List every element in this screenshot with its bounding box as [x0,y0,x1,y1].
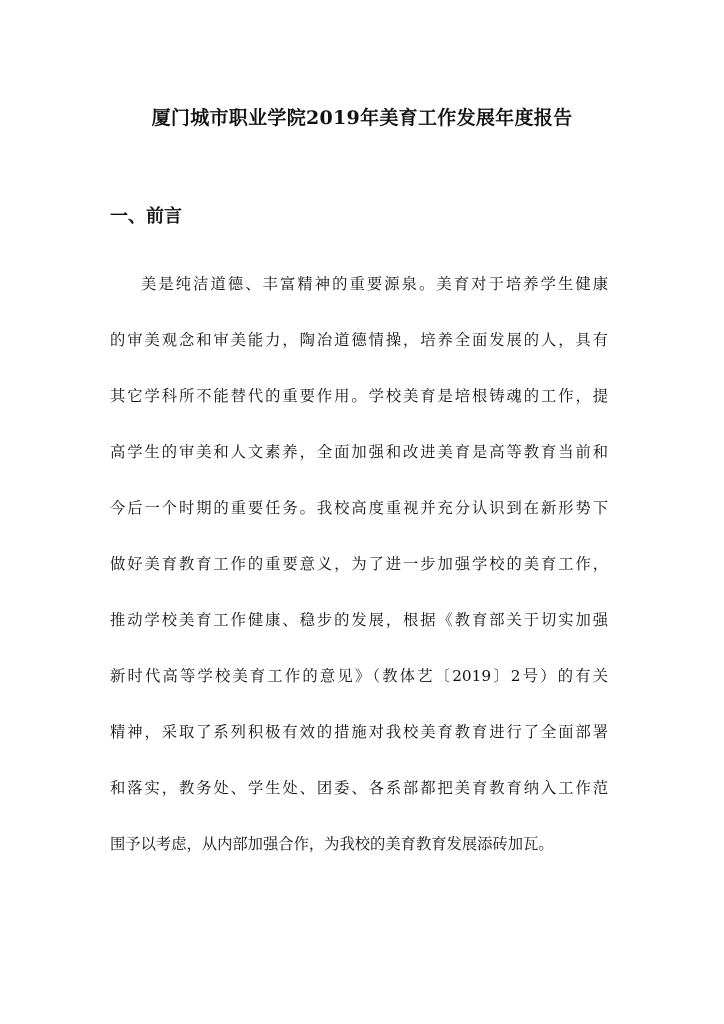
section-heading-preface: 一、前言 [110,206,182,227]
paragraph-line: 推动学校美育工作健康、稳步的发展，根据《教育部关于切实加强 [110,611,608,629]
paragraph-line: 美是纯洁道德、丰富精神的重要源泉。美育对于培养学生健康 [141,275,608,293]
paragraph-line: 今后一个时期的重要任务。我校高度重视并充分认识到在新形势下 [110,499,608,517]
paragraph-line: 做好美育教育工作的重要意义，为了进一步加强学校的美育工作， [110,555,608,573]
paragraph-line: 新时代高等学校美育工作的意见》（教体艺〔2019〕2号）的有关 [110,667,608,685]
paragraph-line: 高学生的审美和人文素养，全面加强和改进美育是高等教育当前和 [110,443,608,461]
document-title: 厦门城市职业学院2019年美育工作发展年度报告 [151,107,573,129]
paragraph-line: 精神，采取了系列积极有效的措施对我校美育教育进行了全面部署 [110,723,608,741]
paragraph-line: 和落实，教务处、学生处、团委、各系部都把美育教育纳入工作范 [110,779,608,797]
paragraph-line: 的审美观念和审美能力，陶冶道德情操，培养全面发展的人，具有 [110,331,608,349]
paragraph-line: 围予以考虑，从内部加强合作，为我校的美育教育发展添砖加瓦。 [110,835,554,853]
paragraph-line: 其它学科所不能替代的重要作用。学校美育是培根铸魂的工作，提 [110,387,608,405]
